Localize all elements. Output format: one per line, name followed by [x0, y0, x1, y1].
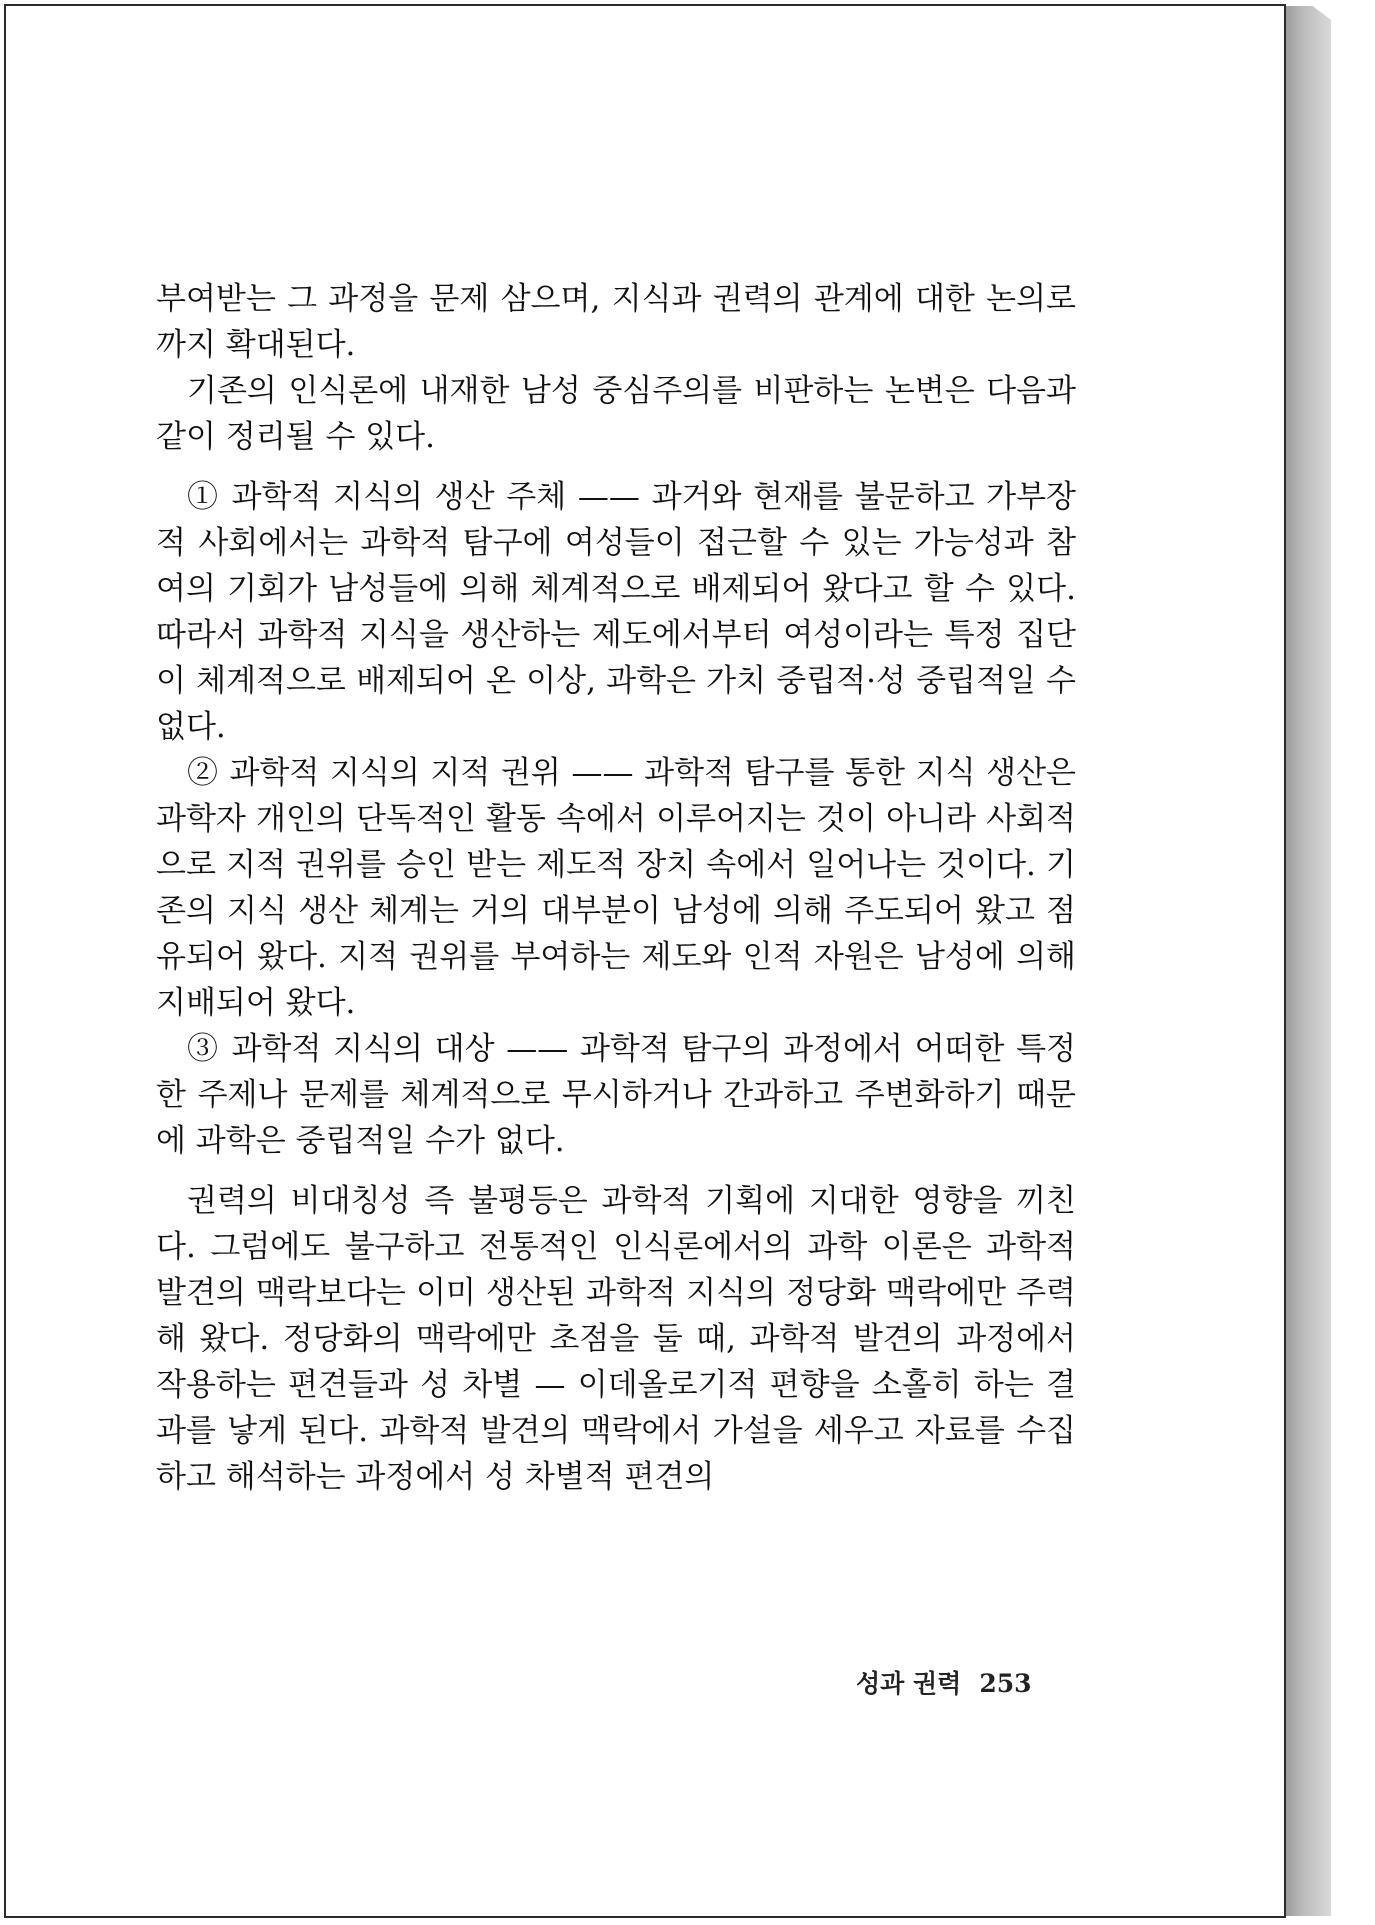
list-number: ②	[187, 755, 219, 791]
list-item	[156, 1026, 1076, 1164]
list-item-text: 과학적 지식의 대상 —— 과학적 탐구의 과정에서 어떠한 특정한 주제나 문제를 체계적으로 무시하거나 간과하고 주변화하기 때문에 과학은 중립적일 수가 없다.	[156, 1031, 1077, 1159]
body-text	[156, 276, 1076, 1500]
spacer	[156, 1164, 1076, 1178]
list-number: ③	[187, 1031, 220, 1067]
book-edge	[1285, 6, 1331, 1916]
list-item	[156, 474, 1076, 750]
paragraph: 권력의 비대칭성 즉 불평등은 과학적 기획에 지대한 영향을 끼친다. 그럼에도 불구하고 전통적인 인식론에서의 과학 이론은 과학적 발견의 맥락보다는 이미 생산된 과학적 지식의 정당화 맥락에만 주력해 왔다. 정당화의 맥락에만 초점을 둘 때, 과학적 발견의 과정에서 작용하는 편견들과 성 차별 — 이데올로기적 편향을 소홀히 하는 결과를 낳게 된다. 과학적 발견의 맥락에서 가설을 세우고 자료를 수집하고 해석하는 과정에서 성 차별적 편견의	[156, 1183, 1076, 1495]
paragraph: 부여받는 그 과정을 문제 삼으며, 지식과 권력의 관계에 대한 논의로까지 확대된다.	[156, 281, 1076, 363]
paragraph: 기존의 인식론에 내재한 남성 중심주의를 비판하는 논변은 다음과 같이 정리될 수 있다.	[156, 373, 1076, 455]
page-footer	[856, 1664, 1032, 1700]
list-number: ①	[187, 479, 220, 515]
list-item-text: 과학적 지식의 생산 주체 —— 과거와 현재를 불문하고 가부장적 사회에서는 과학적 탐구에 여성들이 접근할 수 있는 가능성과 참여의 기회가 남성들에 의해 체계적으로 배제되어 왔다고 할 수 있다. 따라서 과학적 지식을 생산하는 제도에서부터 여성이라는 특정 집단이 체계적으로 배제되어 온 이상, 과학은 가치 중립적·성 중립적일 수 없다.	[156, 479, 1077, 745]
spacer	[156, 460, 1076, 474]
running-title: 성과 권력	[856, 1669, 962, 1698]
book-page	[4, 4, 1286, 1918]
list-item-text: 과학적 지식의 지적 권위 —— 과학적 탐구를 통한 지식 생산은 과학자 개인의 단독적인 활동 속에서 이루어지는 것이 아니라 사회적으로 지적 권위를 승인 받는 제도적 장치 속에서 일어나는 것이다. 기존의 지식 생산 체계는 거의 대부분이 남성에 의해 주도되어 왔고 점유되어 왔다. 지적 권위를 부여하는 제도와 인적 자원은 남성에 의해 지배되어 왔다.	[156, 755, 1077, 1021]
page-number: 253	[979, 1669, 1032, 1698]
list-item	[156, 750, 1076, 1026]
